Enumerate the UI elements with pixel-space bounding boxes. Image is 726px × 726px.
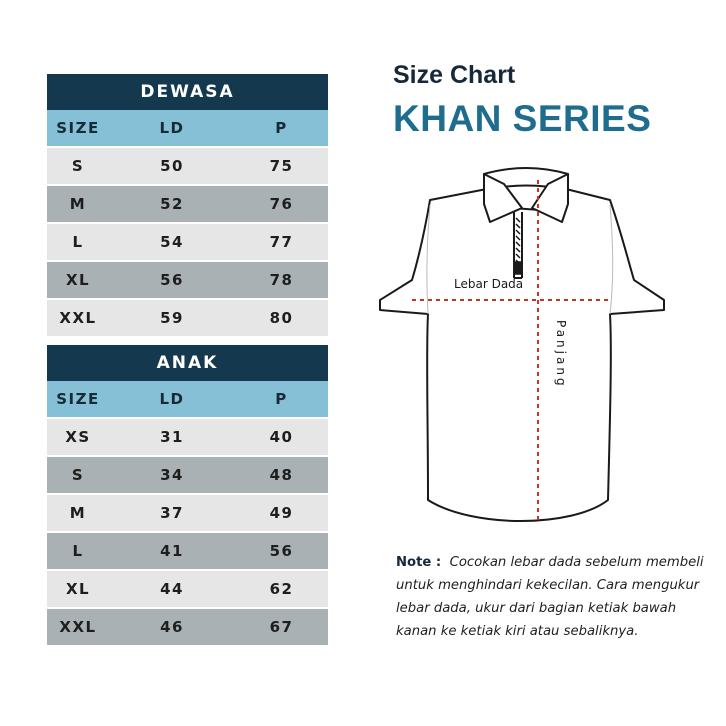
- cell-p: 78: [269, 271, 294, 289]
- cell-size: L: [72, 542, 84, 560]
- note-label: Note :: [396, 555, 442, 570]
- column-ld: LD: [159, 390, 185, 408]
- size-chart-title: Size Chart: [393, 61, 516, 89]
- measurement-note: [396, 551, 706, 643]
- cell-ld: 37: [160, 504, 184, 522]
- cell-size: M: [69, 195, 87, 213]
- adult-column-header: [47, 110, 328, 146]
- cell-p: 77: [269, 233, 294, 251]
- chest-width-label: Lebar Dada: [454, 277, 524, 291]
- cell-size: XXL: [59, 309, 97, 327]
- adult-size-table: [47, 74, 328, 336]
- cell-size: XL: [65, 271, 91, 289]
- table-row: [47, 186, 328, 222]
- cell-ld: 56: [160, 271, 184, 289]
- cell-ld: 54: [160, 233, 184, 251]
- cell-size: XL: [65, 580, 91, 598]
- cell-p: 49: [269, 504, 294, 522]
- cell-ld: 52: [160, 195, 184, 213]
- table-row: [47, 224, 328, 260]
- cell-p: 80: [269, 309, 294, 327]
- table-row: [47, 419, 328, 455]
- child-heading: ANAK: [47, 345, 328, 381]
- shirt-diagram: [372, 160, 672, 530]
- column-p: P: [275, 390, 288, 408]
- cell-ld: 50: [160, 157, 184, 175]
- cell-ld: 44: [160, 580, 184, 598]
- cell-p: 67: [269, 618, 294, 636]
- table-row: [47, 148, 328, 184]
- column-ld: LD: [159, 119, 185, 137]
- column-p: P: [275, 119, 288, 137]
- table-row: [47, 300, 328, 336]
- cell-size: XXL: [59, 618, 97, 636]
- note-text: Cocokan lebar dada sebelum membeli untuk menghindari kekecilan. Cara mengukur lebar dada, ukur dari bagian ketiak bawah kanan ke ketiak kiri atau sebaliknya.: [396, 555, 704, 639]
- cell-p: 62: [269, 580, 294, 598]
- cell-size: S: [71, 157, 85, 175]
- cell-p: 75: [269, 157, 294, 175]
- column-size: SIZE: [56, 119, 100, 137]
- cell-p: 76: [269, 195, 294, 213]
- series-title: KHAN SERIES: [393, 98, 652, 139]
- table-row: [47, 609, 328, 645]
- length-label: Panjang: [554, 320, 568, 389]
- table-row: [47, 495, 328, 531]
- cell-p: 48: [269, 466, 294, 484]
- child-size-table: [47, 345, 328, 645]
- cell-ld: 31: [160, 428, 184, 446]
- cell-ld: 34: [160, 466, 184, 484]
- table-row: [47, 457, 328, 493]
- cell-size: L: [72, 233, 84, 251]
- cell-ld: 41: [160, 542, 184, 560]
- adult-heading: DEWASA: [47, 74, 328, 110]
- column-size: SIZE: [56, 390, 100, 408]
- cell-p: 56: [269, 542, 294, 560]
- table-row: [47, 533, 328, 569]
- cell-size: M: [69, 504, 87, 522]
- cell-size: S: [71, 466, 85, 484]
- cell-ld: 46: [160, 618, 184, 636]
- cell-size: XS: [65, 428, 91, 446]
- child-column-header: [47, 381, 328, 417]
- table-row: [47, 262, 328, 298]
- table-row: [47, 571, 328, 607]
- cell-ld: 59: [160, 309, 184, 327]
- cell-p: 40: [269, 428, 294, 446]
